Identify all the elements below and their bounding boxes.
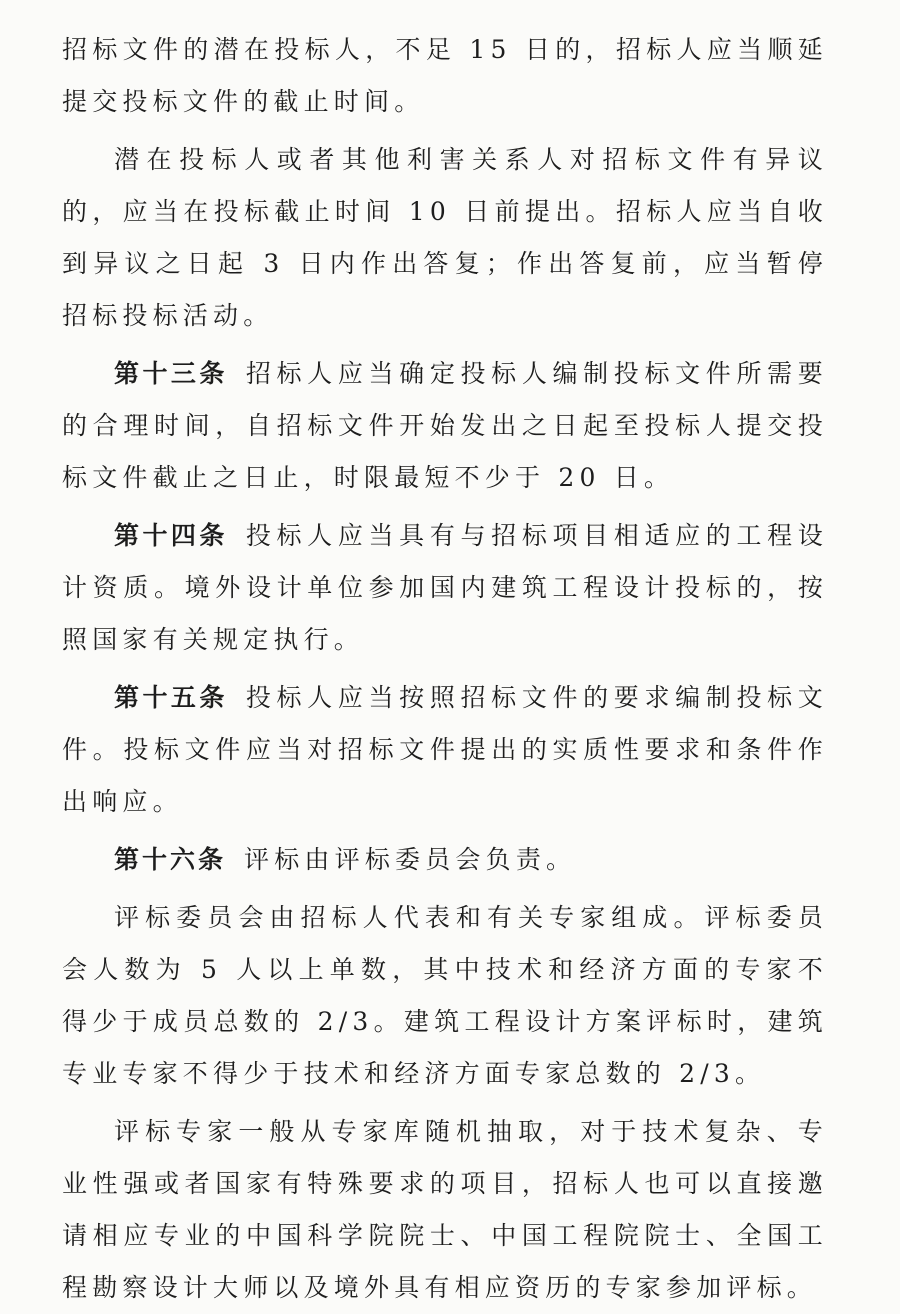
paragraph-continuation — [62, 24, 828, 128]
article-text: 评标由评标委员会负责。 — [244, 845, 577, 874]
paragraph-committee — [62, 892, 828, 1100]
paragraph-experts — [62, 1106, 828, 1314]
article-heading: 第十三条 — [114, 359, 228, 388]
article-heading: 第十四条 — [114, 521, 228, 550]
article-text: 投标人应当具有与招标项目相适应的工程设计资质。境外设计单位参加国内建筑工程设计投标的，按照国家有关规定执行。 — [62, 521, 828, 654]
article-text: 招标人应当确定投标人编制投标文件所需要的合理时间，自招标文件开始发出之日起至投标人提交投标文件截止之日止，时限最短不少于 20 日。 — [62, 359, 828, 492]
article-15 — [62, 672, 828, 828]
paragraph-text: 招标文件的潜在投标人，不足 15 日的，招标人应当顺延提交投标文件的截止时间。 — [62, 35, 828, 116]
article-14 — [62, 510, 828, 666]
article-heading: 第十六条 — [114, 845, 227, 874]
paragraph-text: 评标专家一般从专家库随机抽取，对于技术复杂、专业性强或者国家有特殊要求的项目，招标人也可以直接邀请相应专业的中国科学院院士、中国工程院院士、全国工程勘察设计大师以及境外具有相应资历的专家参加评标。 — [62, 1117, 828, 1302]
paragraph-text: 潜在投标人或者其他利害关系人对招标文件有异议的，应当在投标截止时间 10 日前提出。招标人应当自收到异议之日起 3 日内作出答复；作出答复前，应当暂停招标投标活动。 — [62, 145, 828, 330]
paragraph-objection — [62, 134, 828, 342]
article-13 — [62, 348, 828, 504]
article-16 — [62, 834, 828, 886]
article-heading: 第十五条 — [114, 683, 228, 712]
article-text: 投标人应当按照招标文件的要求编制投标文件。投标文件应当对招标文件提出的实质性要求和条件作出响应。 — [62, 683, 828, 816]
paragraph-text: 评标委员会由招标人代表和有关专家组成。评标委员会人数为 5 人以上单数，其中技术和经济方面的专家不得少于成员总数的 2/3。建筑工程设计方案评标时，建筑专业专家不得少于技术和经济方面专家总数的 2/3。 — [62, 903, 828, 1088]
